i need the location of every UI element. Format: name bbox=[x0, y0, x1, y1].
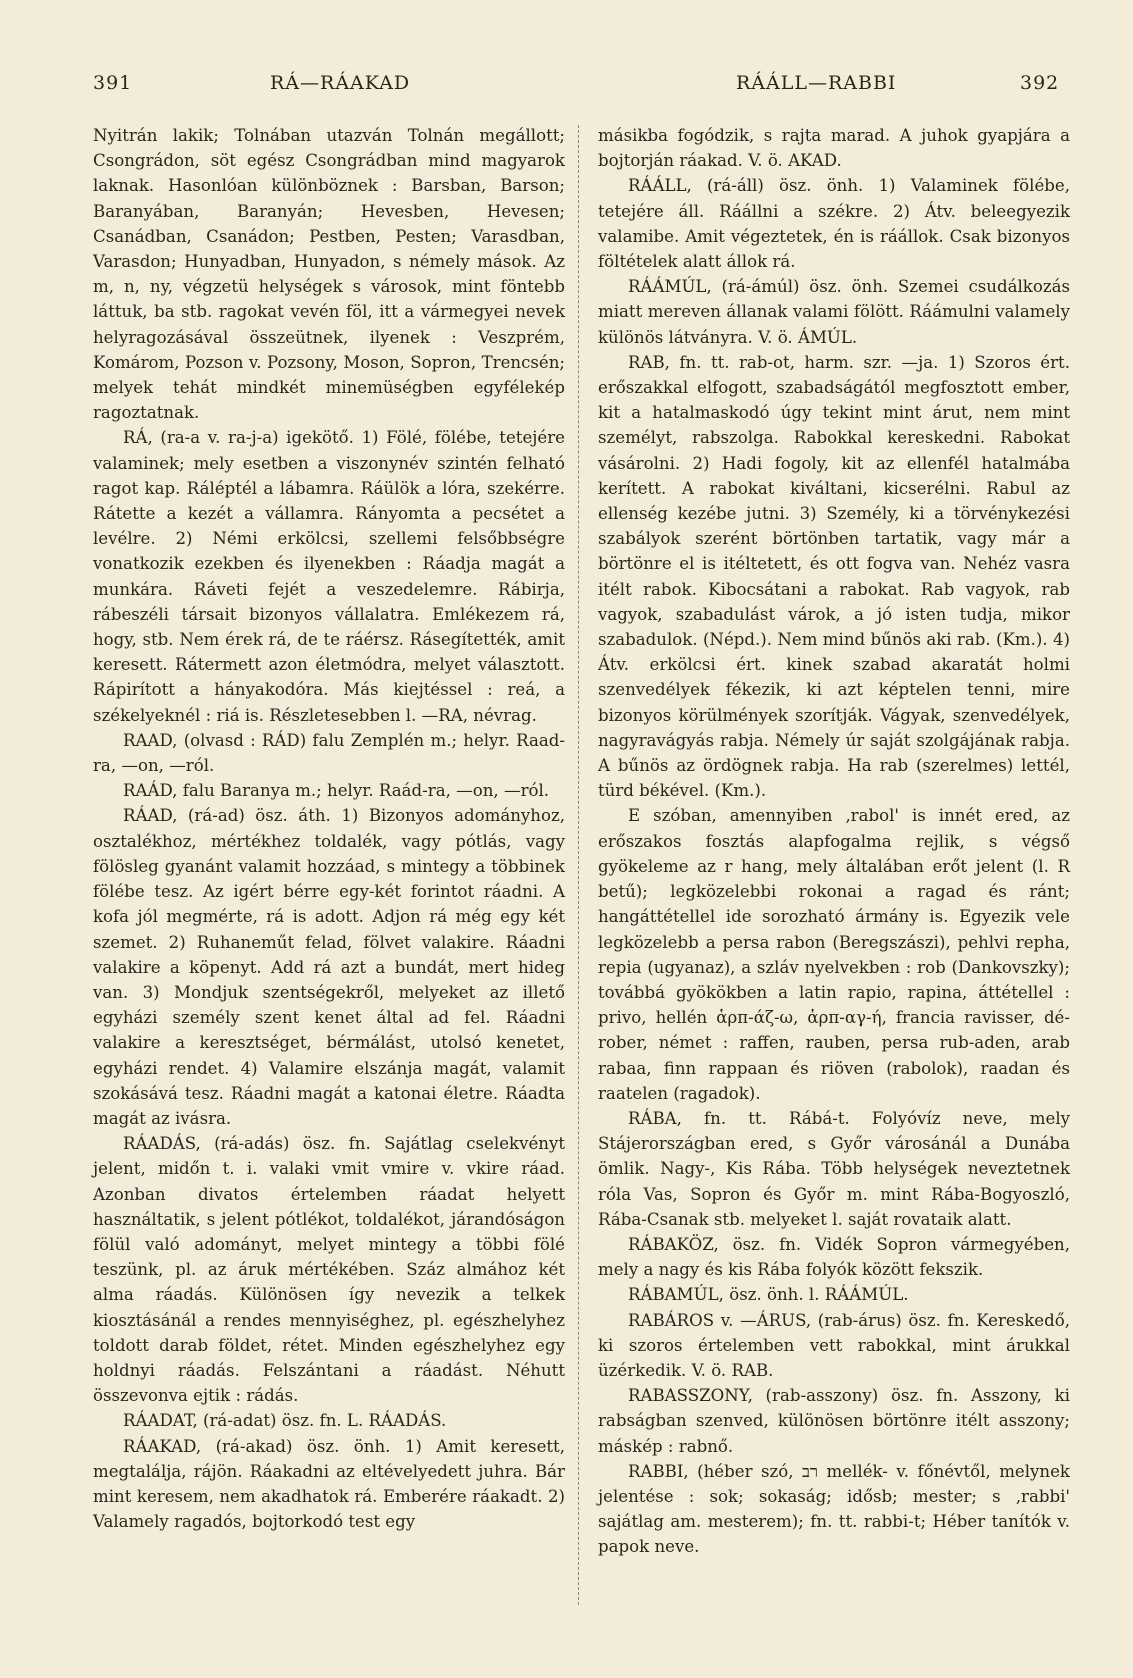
entry-raba: RÁBA, fn. tt. Rábá-t. Folyóvíz neve, mely Stájerországban ered, s Győr városánál a Dunába ömlik. Nagy-, Kis Rába. Több helységek neveztetnek róla Vas, Sopron és Győr m. mint Rába-Bogyoszló, Rába-Csanak stb. melyeket l. saját rovataik alatt. bbox=[598, 1108, 1070, 1229]
entry-rabamul: RÁBAMÚL, ösz. önh. l. RÁÁMÚL. bbox=[628, 1285, 909, 1305]
left-column bbox=[93, 123, 565, 1534]
entry-raakad: RÁAKAD, (rá-akad) ösz. önh. 1) Amit keresett, megtalálja, rájön. Ráakadni az eltévelyedett juhra. Bár mint keresem, nem akadhatok rá. Emberére ráakadt. 2) Valamely ragadós, bojtorkodó test egy bbox=[93, 1436, 565, 1532]
right-column bbox=[598, 123, 1070, 1560]
entry-rab: RAB, fn. tt. rab-ot, harm. szr. —ja. 1) Szoros ért. erőszakkal elfogott, szabadságától megfosztott ember, kit a hatalmaskodó úgy tekint mint árut, nem mint személyt, rabszolga. Rabokkal kereskedni. Rabokat vásárolni. 2) Hadi fogoly, kit az ellenfél hatalmába kerített. A rabokat kiváltani, kicserélni. Rabul az ellenség kezébe jutni. 3) Személy, ki a törvénykezési szabályok szerént börtönben tartatik, vagy már a börtönre el is itéltetett, és ott fogva van. Nehéz vasra itélt rabok. Kibocsátani a rabokat. Rab vagyok, rab vagyok, szabadulást várok, a jó isten tudja, mikor szabadulok. (Népd.). Nem mind bűnös aki rab. (Km.). 4) Átv. erkölcsi ért. kinek szabad akaratát holmi szenvedélyek fékezik, ki azt képtelen tenni, mire bizonyos körülmények szorítják. Vágyak, szenvedélyek, nagyravágyás rabja. Némely úr saját szolgájának rabja. A bűnös az ördögnek rabja. Ha rab (szerelmes) lettél, türd békével. (Km.). bbox=[598, 352, 1070, 801]
entry-raakad-continuation: másikba fogódzik, s rajta marad. A juhok gyapjára a bojtorján ráakad. V. ö. AKAD. bbox=[598, 126, 1070, 171]
entry-rabasszony: RABASSZONY, (rab-asszony) ösz. fn. Asszony, ki rabságban szenved, különösen börtönre itélt asszony; máskép : rabnő. bbox=[598, 1386, 1070, 1456]
entry-rab-etymology: E szóban, amennyiben ‚rabol' is innét ered, az erőszakos fosztás alapfogalma rejlik, s végső gyökeleme az r hang, mely általában erőt jelent (l. R betű); legközelebbi rokonai a ragad és ránt; hangáttétellel ide sorozható ármány is. Egyezik vele legközelebb a persa rabon (Beregszászi), pehlvi repha, repia (ugyanaz), a szláv nyelvekben : rob (Dankovszky); továbbá gyökökben a latin rapio, rapina, áttétellel : privo, hellén ἁρπ-άζ-ω, ἁρπ-αγ-ή, francia ravisser, dé-rober, német : raffen, rauben, persa rub-aden, arab rabaa, finn rappaan és riöven (rabolok), raadan és raatelen (ragadok). bbox=[598, 806, 1070, 1103]
entry-rabakoz: RÁBAKÖZ, ösz. fn. Vidék Sopron vármegyében, mely a nagy és kis Rába folyók között fekszik. bbox=[598, 1234, 1070, 1280]
right-guide-words: RÁÁLL—RABBI bbox=[736, 72, 897, 94]
entry-raall: RÁÁLL, (rá-áll) ösz. önh. 1) Valaminek fölébe, tetejére áll. Ráállni a székre. 2) Átv. beleegyezik valamibe. Amit végeztetek, én is ráállok. Csak bizonyos föltételek alatt állok rá. bbox=[598, 176, 1070, 272]
right-page-number: 392 bbox=[1020, 72, 1060, 94]
left-page-number: 391 bbox=[93, 72, 133, 94]
entry-raamul: RÁÁMÚL, (rá-ámúl) ösz. önh. Szemei csudálkozás miatt mereven állanak valami fölött. Ráámulni valamely különös látványra. V. ö. ÁMÚL. bbox=[598, 277, 1070, 347]
entry-raad-baranya: RAÁD, falu Baranya m.; helyr. Raád-ra, —on, —ról. bbox=[123, 781, 550, 801]
entry-rabbi: RABBI, (héber szó, רב mellék- v. főnévtől, melynek jelentése : sok; sokaság; idősb; mester; s ‚rabbi' sajátlag am. mesterem); fn. tt. rabbi-t; Héber tanítók v. papok neve. bbox=[598, 1461, 1070, 1557]
entry-raadat: RÁADAT, (rá-adat) ösz. fn. L. RÁADÁS. bbox=[123, 1411, 447, 1431]
left-guide-words: RÁ—RÁAKAD bbox=[270, 72, 411, 94]
entry-ra: RÁ, (ra-a v. ra-j-a) igekötő. 1) Fölé, fölébe, tetejére valaminek; mely esetben a viszonynév szintén felható ragot kap. Ráléptél a lábamra. Ráülök a lóra, szekérre. Rátette a kezét a vállamra. Rányomta a pecsétet a levélre. 2) Némi erkölcsi, szellemi felsőbbségre vonatkozik ezekben és ilyenekben : Ráadja magát a munkára. Ráveti fejét a veszedelemre. Rábirja, rábeszéli társait bizonyos vállalatra. Emlékezem rá, hogy, stb. Nem érek rá, de te ráérsz. Rásegítették, amit keresett. Rátermett azon életmódra, melyet választott. Rápirított a hányakodóra. Más kiejtéssel : reá, a székelyeknél : riá is. Részletesebben l. —RA, névrag. bbox=[93, 428, 565, 725]
column-divider bbox=[578, 125, 579, 1605]
entry-raad-zemplen: RAAD, (olvasd : RÁD) falu Zemplén m.; helyr. Raad-ra, —on, —ról. bbox=[93, 730, 565, 776]
entry-raad-verb: RÁAD, (rá-ad) ösz. áth. 1) Bizonyos adományhoz, osztalékhoz, mértékhez toldalék, vagy pótlás, vagy fölösleg gyanánt valamit hozzáad, s mintegy a többinek fölébe tesz. Az igért bérre egy-két forintot ráadni. A kofa jól megmérte, rá is adott. Adjon rá még egy két szemet. 2) Ruhaneműt felad, fölvet valakire. Ráadni valakire a köpenyt. Add rá azt a bundát, mert hideg van. 3) Mondjuk szentségekről, melyeket az illető egyházi személy szent kenet által ad fel. Ráadni valakire a keresztséget, bérmálást, utolsó kenetet, egyházi rendet. 4) Valamire elszánja magát, valamit szokásává tesz. Ráadni magát a katonai életre. Ráadta magát az ivásra. bbox=[93, 806, 565, 1128]
entry-rabaros: RABÁROS v. —ÁRUS, (rab-árus) ösz. fn. Kereskedő, ki szoros értelemben vett rabokkal, mint árukkal üzérkedik. V. ö. RAB. bbox=[598, 1310, 1070, 1380]
entry-raadas: RÁADÁS, (rá-adás) ösz. fn. Sajátlag cselekvényt jelent, midőn t. i. valaki vmit vmire v. vkire ráad. Azonban divatos értelemben ráadat helyett használtatik, s jelent pótlékot, toldalékot, járandóságon fölül való adományt, melyet mintegy a többi fölé teszünk, pl. az áruk mértékében. Száz almához két alma ráadás. Különösen így nevezik a telkek kiosztásánál a rendes mennyiséghez, pl. egészhelyhez toldott darab földet, rétet. Minden egészhelyhez egy holdnyi ráadás. Felszántani a ráadást. Néhutt összevonva ejtik : rádás. bbox=[93, 1134, 565, 1406]
entry-continuation: Nyitrán lakik; Tolnában utazván Tolnán megállott; Csongrádon, söt egész Csongrádban mind magyarok laknak. Hasonlóan különböznek : Barsban, Barson; Baranyában, Baranyán; Hevesben, Hevesen; Csanádban, Csanádon; Pestben, Pesten; Varasdban, Varasdon; Hunyadban, Hunyadon, s némely mások. Az m, n, ny, végzetü helységek s városok, mint föntebb láttuk, ba stb. ragokat vevén föl, itt a vármegyei nevek helyragozásával összeütnek, ilyenek : Veszprém, Komárom, Pozson v. Pozsony, Moson, Sopron, Trencsén; melyek tehát mindkét minemüségben egyfélekép ragoztatnak. bbox=[93, 126, 565, 423]
